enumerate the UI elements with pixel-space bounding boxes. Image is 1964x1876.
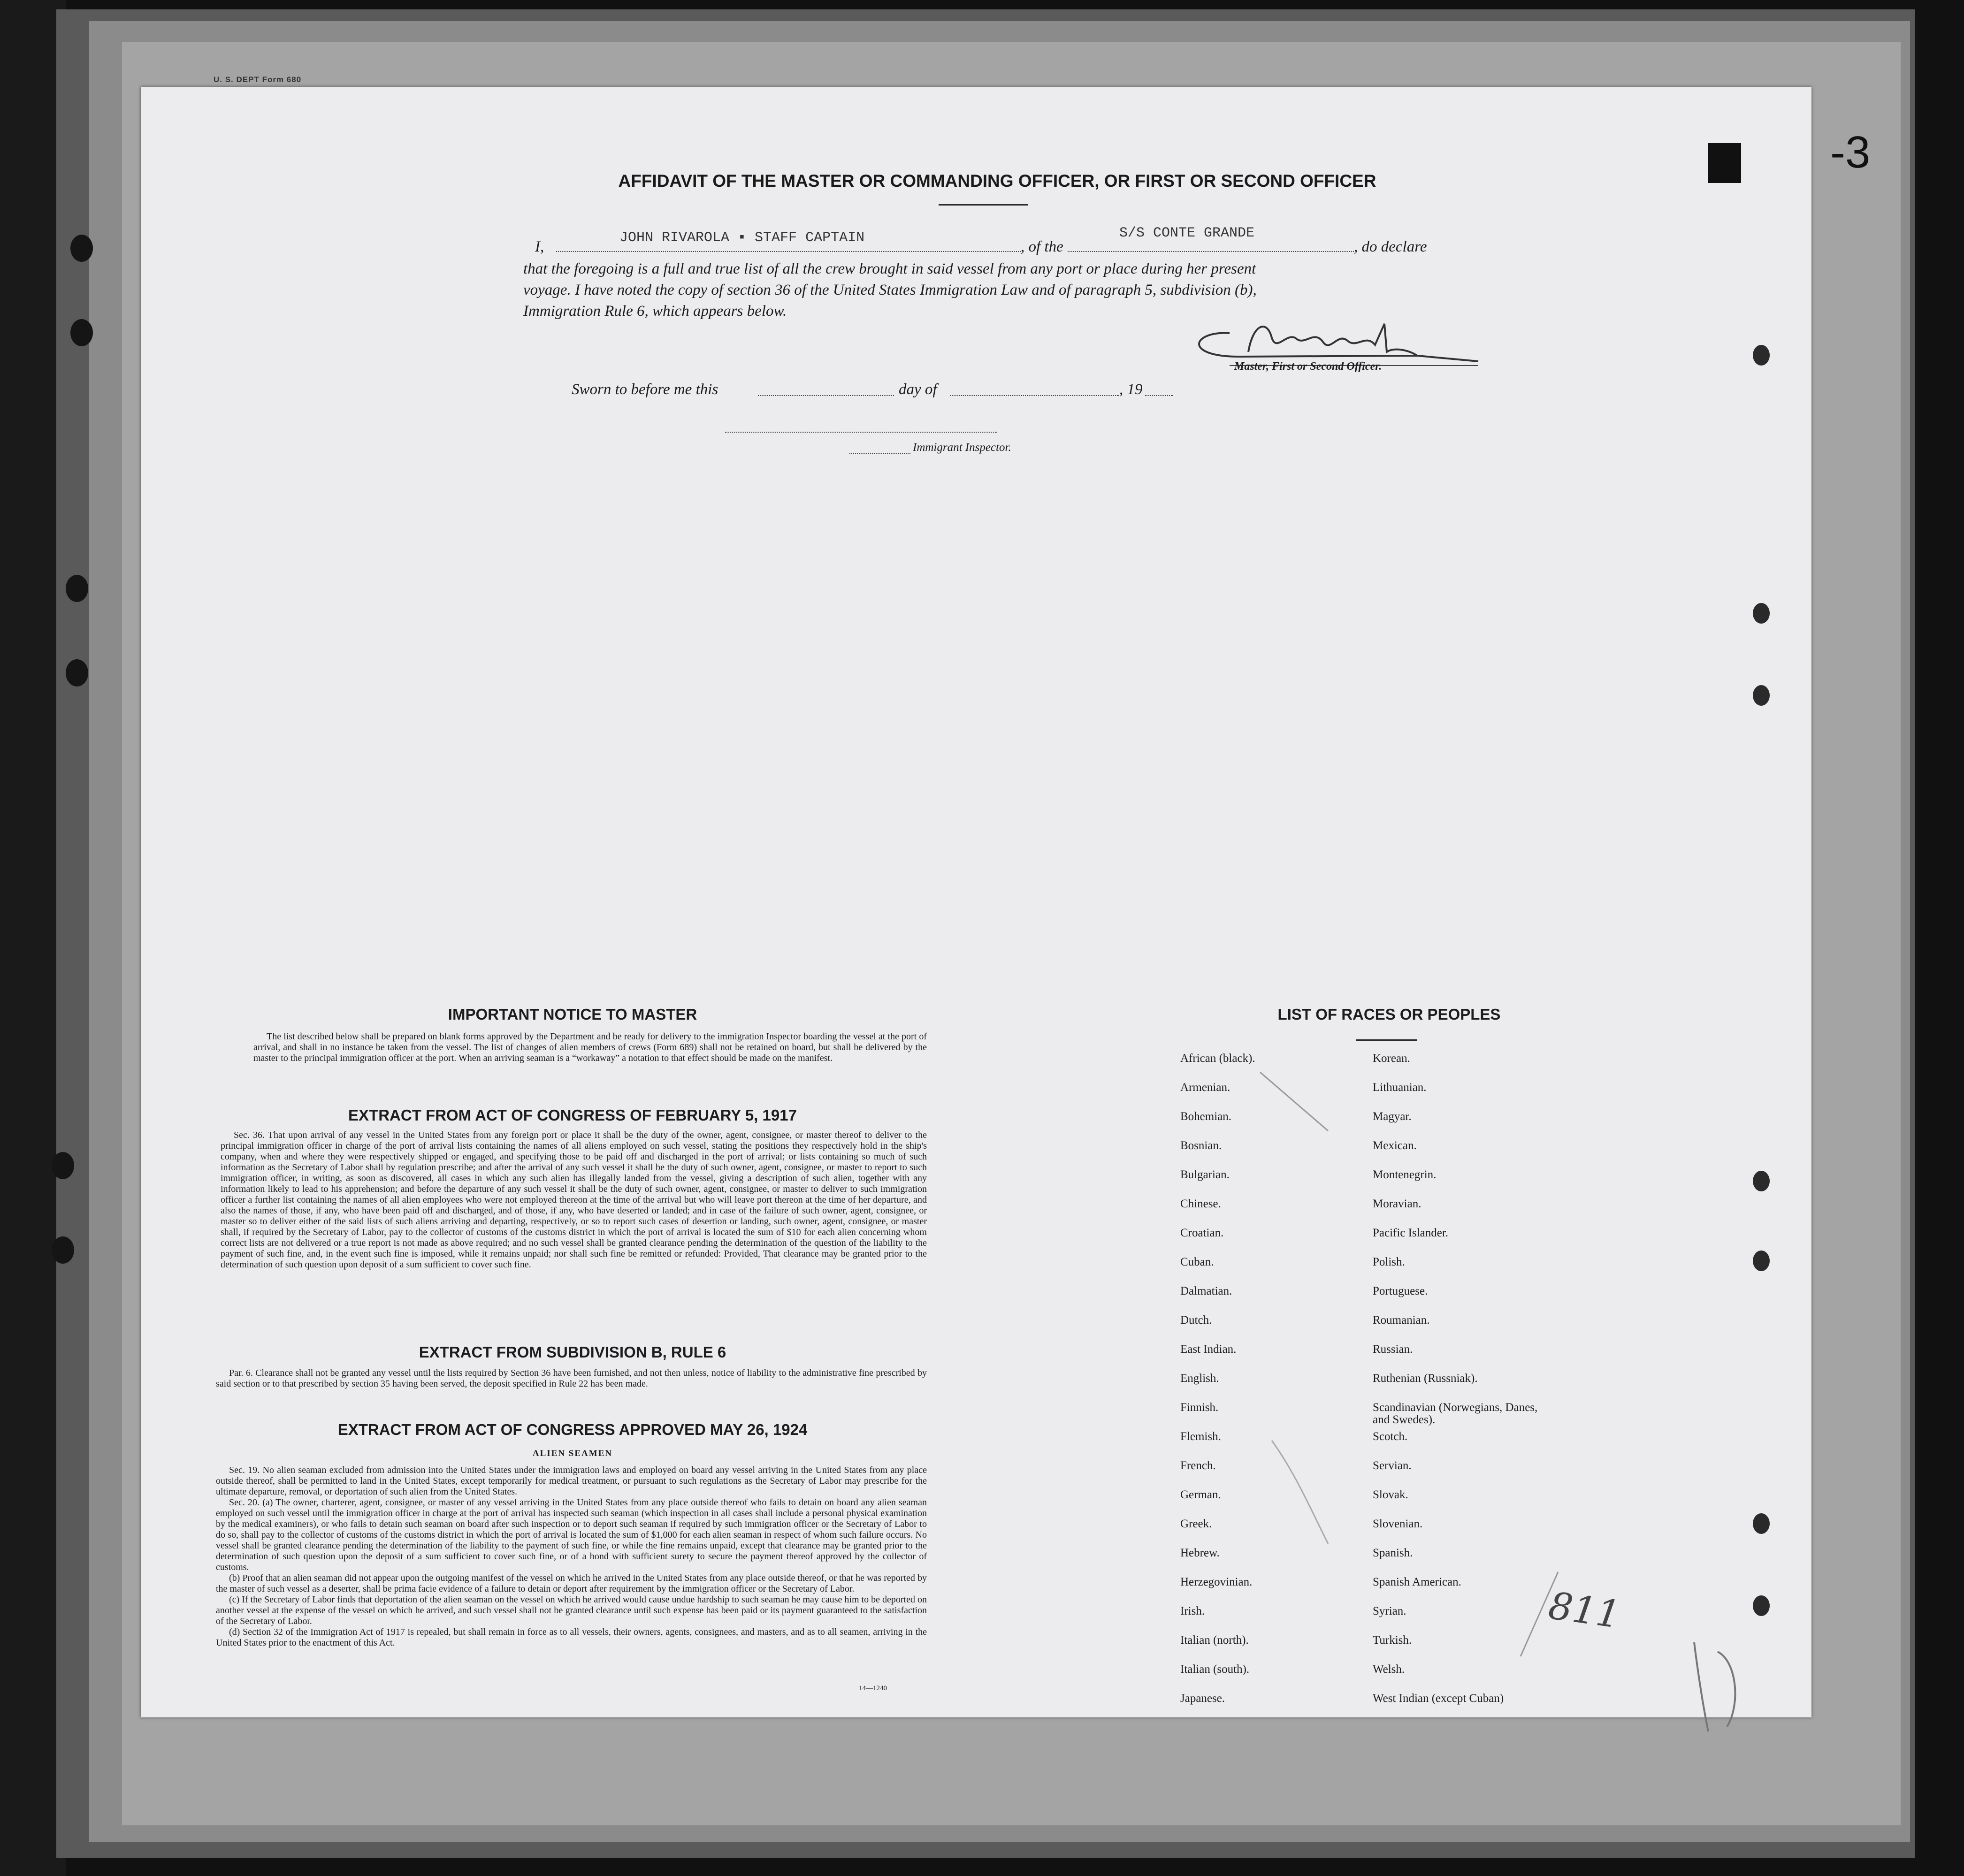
race-item: Greek.: [1180, 1518, 1212, 1530]
punch-hole: [1753, 345, 1770, 366]
race-item: Korean.: [1373, 1052, 1410, 1065]
race-item: German.: [1180, 1488, 1221, 1501]
race-item: Spanish.: [1373, 1547, 1413, 1559]
of-the-text: , of the: [1021, 238, 1063, 255]
race-item: Irish.: [1180, 1605, 1205, 1617]
vessel-blank: [1068, 251, 1354, 252]
race-item: Cuban.: [1180, 1256, 1214, 1268]
race-item: Scandinavian (Norwegians, Danes, and Swedes).: [1373, 1401, 1538, 1426]
handwritten-number: 811: [1546, 1583, 1623, 1637]
typed-name: JOHN RIVAROLA ▪ STAFF CAPTAIN: [619, 230, 865, 246]
extract-1924-body: Sec. 19. No alien seaman excluded from admission into the United States under the immigration laws and employed on board any vessel arriving in the United States from any place outside thereof, shall be permitted to land in the United States, except temporarily for medical treatment, or pursuant to such regulations as the Secretary of Labor may prescribe for the ultimate departure, removal, or deportation of such alien from the United States. Sec. 20. (a) The owner, charterer, agent, consignee, or master of any vessel arriving in the United States from any place outside thereof who fails to detain on board any alien seaman employed on such vessel until the immigration officer in charge at the port of arrival has inspected such seaman (which inspection in all cases shall include a personal physical examination by the medical examiners), or who fails to detain such seaman on board after such inspection or to deport such seaman if required by such immigration officer or the Secretary of Labor to do so, shall pay to the collector of customs of the customs district in which the port of arrival is located the sum of $1,000 for each alien seaman in respect of whom such failure occurs. No vessel shall be granted clearance pending the determination of the liability to the payment of such fine, or while the fine remains unpaid, except that clearance may be granted prior to the determination of such question upon the deposit of a sum sufficient to cover such fine, or of a bond with sufficient surety to secure the payment thereof approved by the collector of customs. (b) Proof that an alien seaman did not appear upon the outgoing manifest of the vessel on which he arrived in the United States from any place outside thereof, or that he was reported by the master of such vessel as a deserter, shall be prima facie evidence of a failure to detain or deport after requirement by the immigration officer or the Secretary of Labor. (c) If the Secretary of Labor finds that deportation of the alien seaman on the vessel on which he arrived would cause undue hardship to such seaman he may cause him to be deported on another vessel at the expense of the vessel on which he arrived, and such vessel shall not be granted clearance until such expense has been paid or its payment guaranteed to the satisfaction of the Secretary of Labor. (d) Section 32 of the Immigration Act of 1917 is repealed, but shall remain in force as to all vessels, their owners, agents, consignees, and masters, and as to all seamen, arriving in the United States prior to the enactment of this Act.: [216, 1465, 927, 1648]
binder-hole: [70, 235, 93, 262]
inspector-lead-dots: [849, 453, 910, 454]
subdivision-b-body: Par. 6. Clearance shall not be granted any vessel until the lists required by Section 36 have been furnished, and not then unless, notice of liability to the administrative fine prescribed by said section or to that prescribed by section 35 having been served, the deposit specified in Rule 22 has been made.: [216, 1368, 927, 1389]
binder-hole: [66, 575, 88, 602]
affidavit-line-2: that the foregoing is a full and true list of all the crew brought in said vessel from any port or place during her present: [523, 260, 1256, 277]
race-item: Dalmatian.: [1180, 1285, 1232, 1297]
race-item: Slovenian.: [1373, 1518, 1423, 1530]
race-item: Lithuanian.: [1373, 1081, 1427, 1094]
race-item: Roumanian.: [1373, 1314, 1430, 1327]
binder-hole: [70, 319, 93, 346]
race-item: Montenegrin.: [1373, 1168, 1437, 1181]
notice-title: IMPORTANT NOTICE TO MASTER: [448, 1006, 697, 1023]
race-item: Moravian.: [1373, 1197, 1421, 1210]
race-item: Magyar.: [1373, 1110, 1412, 1123]
punch-hole: [1753, 1595, 1770, 1616]
punch-hole: [1753, 1171, 1770, 1191]
extract-1917-title: EXTRACT FROM ACT OF CONGRESS OF FEBRUARY 5, 1917: [348, 1106, 797, 1124]
form-number: U. S. DEPT Form 680: [214, 75, 302, 84]
race-item: African (black).: [1180, 1052, 1255, 1065]
race-item: Dutch.: [1180, 1314, 1212, 1327]
binder-edge: [0, 0, 66, 1876]
race-item: Italian (south).: [1180, 1663, 1250, 1676]
race-item: Bosnian.: [1180, 1139, 1222, 1152]
inspector-caption: Immigrant Inspector.: [913, 441, 1011, 454]
race-item: Ruthenian (Russniak).: [1373, 1372, 1478, 1385]
race-item: Flemish.: [1180, 1430, 1221, 1443]
binder-hole: [52, 1152, 74, 1179]
extract-1924-title: EXTRACT FROM ACT OF CONGRESS APPROVED MAY 26, 1924: [337, 1421, 808, 1438]
pencil-mark: [1258, 1070, 1333, 1136]
races-column-1: [1180, 1052, 1349, 1722]
race-item: Italian (north).: [1180, 1634, 1249, 1647]
race-item: Mexican.: [1373, 1139, 1417, 1152]
title-rule: [939, 204, 1028, 206]
race-item: Hebrew.: [1180, 1547, 1220, 1559]
officer-signature: [1173, 305, 1483, 366]
race-item: Scotch.: [1373, 1430, 1408, 1443]
races-rule: [1356, 1039, 1417, 1041]
sworn-day-blank: [758, 395, 894, 396]
race-item: Slovak.: [1373, 1488, 1408, 1501]
race-item: Chinese.: [1180, 1197, 1221, 1210]
punch-hole: [1753, 1251, 1770, 1271]
punch-hole: [1753, 1513, 1770, 1534]
punch-hole: [1753, 603, 1770, 624]
pencil-mark: [1267, 1436, 1333, 1548]
page-number: -3: [1830, 127, 1871, 177]
race-item: Welsh.: [1373, 1663, 1405, 1676]
affidavit-line-3: voyage. I have noted the copy of section 36 of the United States Immigration Law and of paragraph 5, subdivision (b),: [523, 282, 1257, 298]
race-item: Spanish American.: [1373, 1576, 1461, 1588]
race-item: Herzegovinian.: [1180, 1576, 1253, 1588]
sworn-prefix: Sworn to before me this: [572, 381, 718, 398]
punch-hole: [1753, 685, 1770, 706]
race-item: French.: [1180, 1459, 1216, 1472]
race-item: Turkish.: [1373, 1634, 1412, 1647]
affidavit-pronoun: I,: [535, 238, 544, 255]
year-blank: [1145, 395, 1173, 396]
extract-1917-body: Sec. 36. That upon arrival of any vessel in the United States from any foreign port or place it shall be the duty of the owner, agent, consignee, or master thereof to deliver to the principal immigration officer in charge of the port of arrival lists containing the names of all aliens employed on such vessel, stating the positions they respectively hold in the ship's company, when and where they were respectively shipped or engaged, and specifying those to be paid off and discharged in the port of arrival; or lists containing so much of such information as the Secretary of Labor shall by regulation prescribe; and after the arrival of any such vessel it shall be the duty of such owner, agent, consignee, or master to report to such immigration officer, in writing, as soon as discovered, all cases in which any such alien has illegally landed from the vessel, giving a description of such alien, together with any information likely to lead to his apprehension; and before the departure of any such vessel it shall be the duty of such owner, agent, consignee, or master to deliver to such immigration officer a further list containing the names of all alien employees who were not employed thereon at the time of the arrival but who will leave port thereon at the time of her departure, and also the names of those, if any, who have been paid off and discharged, and of those, if any, who have deserted or landed; and in case of the failure of such owner, agent, consignee, or master so to deliver either of the said lists of such aliens arriving and departing, respectively, or so to report such cases of desertion or landing, such owner, agent, consignee, or master shall, if required by the Secretary of Labor, pay to the collector of customs of the customs district in which the port of arrival is located the sum of $10 for each alien concerning whom correct lists are not delivered or a true report is not made as above required; and no such vessel shall be granted clearance pending the determination of the question of the liability to the payment of such fine, and, in the event such fine is imposed, while it remains unpaid; nor shall such fine be remitted or refunded: Provided, That clearance may be granted prior to the determination of such question upon deposit of a sum sufficient to cover such fine.: [221, 1130, 927, 1270]
typed-vessel: S/S CONTE GRANDE: [1119, 225, 1255, 241]
race-item: Japanese.: [1180, 1692, 1225, 1705]
affidavit-title: AFFIDAVIT OF THE MASTER OR COMMANDING OFFICER, OR FIRST OR SECOND OFFICER: [618, 171, 1376, 191]
do-declare-text: , do declare: [1354, 238, 1427, 255]
race-item: Russian.: [1373, 1343, 1413, 1356]
race-item: Finnish.: [1180, 1401, 1219, 1414]
race-item: Pacific Islander.: [1373, 1227, 1449, 1239]
print-code: 14—1240: [859, 1685, 887, 1692]
race-item: Bohemian.: [1180, 1110, 1232, 1123]
inspector-signature-blank: [725, 432, 997, 433]
name-blank: [556, 251, 1021, 252]
notice-body: The list described below shall be prepared on blank forms approved by the Department and be ready for delivery to the immigration Inspector boarding the vessel at the port of arrival, and shall in no instance be taken from the vessel. The list of changes of alien members of crews (Form 689) shall not be retained on board, but shall be delivered by the master to the principal immigration officer at the port. When an arriving seaman is a “workaway” a notation to that effect should be made on the manifest.: [253, 1031, 927, 1063]
signature-caption: Master, First or Second Officer.: [1234, 360, 1382, 373]
binder-hole: [52, 1236, 74, 1264]
alien-seamen-subhead: ALIEN SEAMEN: [532, 1449, 613, 1458]
day-of-text: day of: [899, 381, 937, 398]
race-item: Bulgarian.: [1180, 1168, 1230, 1181]
month-blank: [950, 395, 1119, 396]
race-item: West Indian (except Cuban): [1373, 1692, 1504, 1705]
race-item: Croatian.: [1180, 1227, 1224, 1239]
torn-corner-mark: [1708, 143, 1741, 183]
race-item: Portuguese.: [1373, 1285, 1428, 1297]
race-item: Servian.: [1373, 1459, 1412, 1472]
race-item: Armenian.: [1180, 1081, 1230, 1094]
affidavit-line-4: Immigration Rule 6, which appears below.: [523, 303, 787, 320]
binder-hole: [66, 659, 88, 686]
races-title: LIST OF RACES OR PEOPLES: [1277, 1006, 1501, 1023]
year-prefix: , 19: [1119, 381, 1143, 398]
race-item: East Indian.: [1180, 1343, 1237, 1356]
race-item: Syrian.: [1373, 1605, 1406, 1617]
race-item: English.: [1180, 1372, 1219, 1385]
subdivision-b-title: EXTRACT FROM SUBDIVISION B, RULE 6: [419, 1343, 726, 1361]
pencil-mark: [1685, 1633, 1746, 1736]
race-item: Polish.: [1373, 1256, 1405, 1268]
